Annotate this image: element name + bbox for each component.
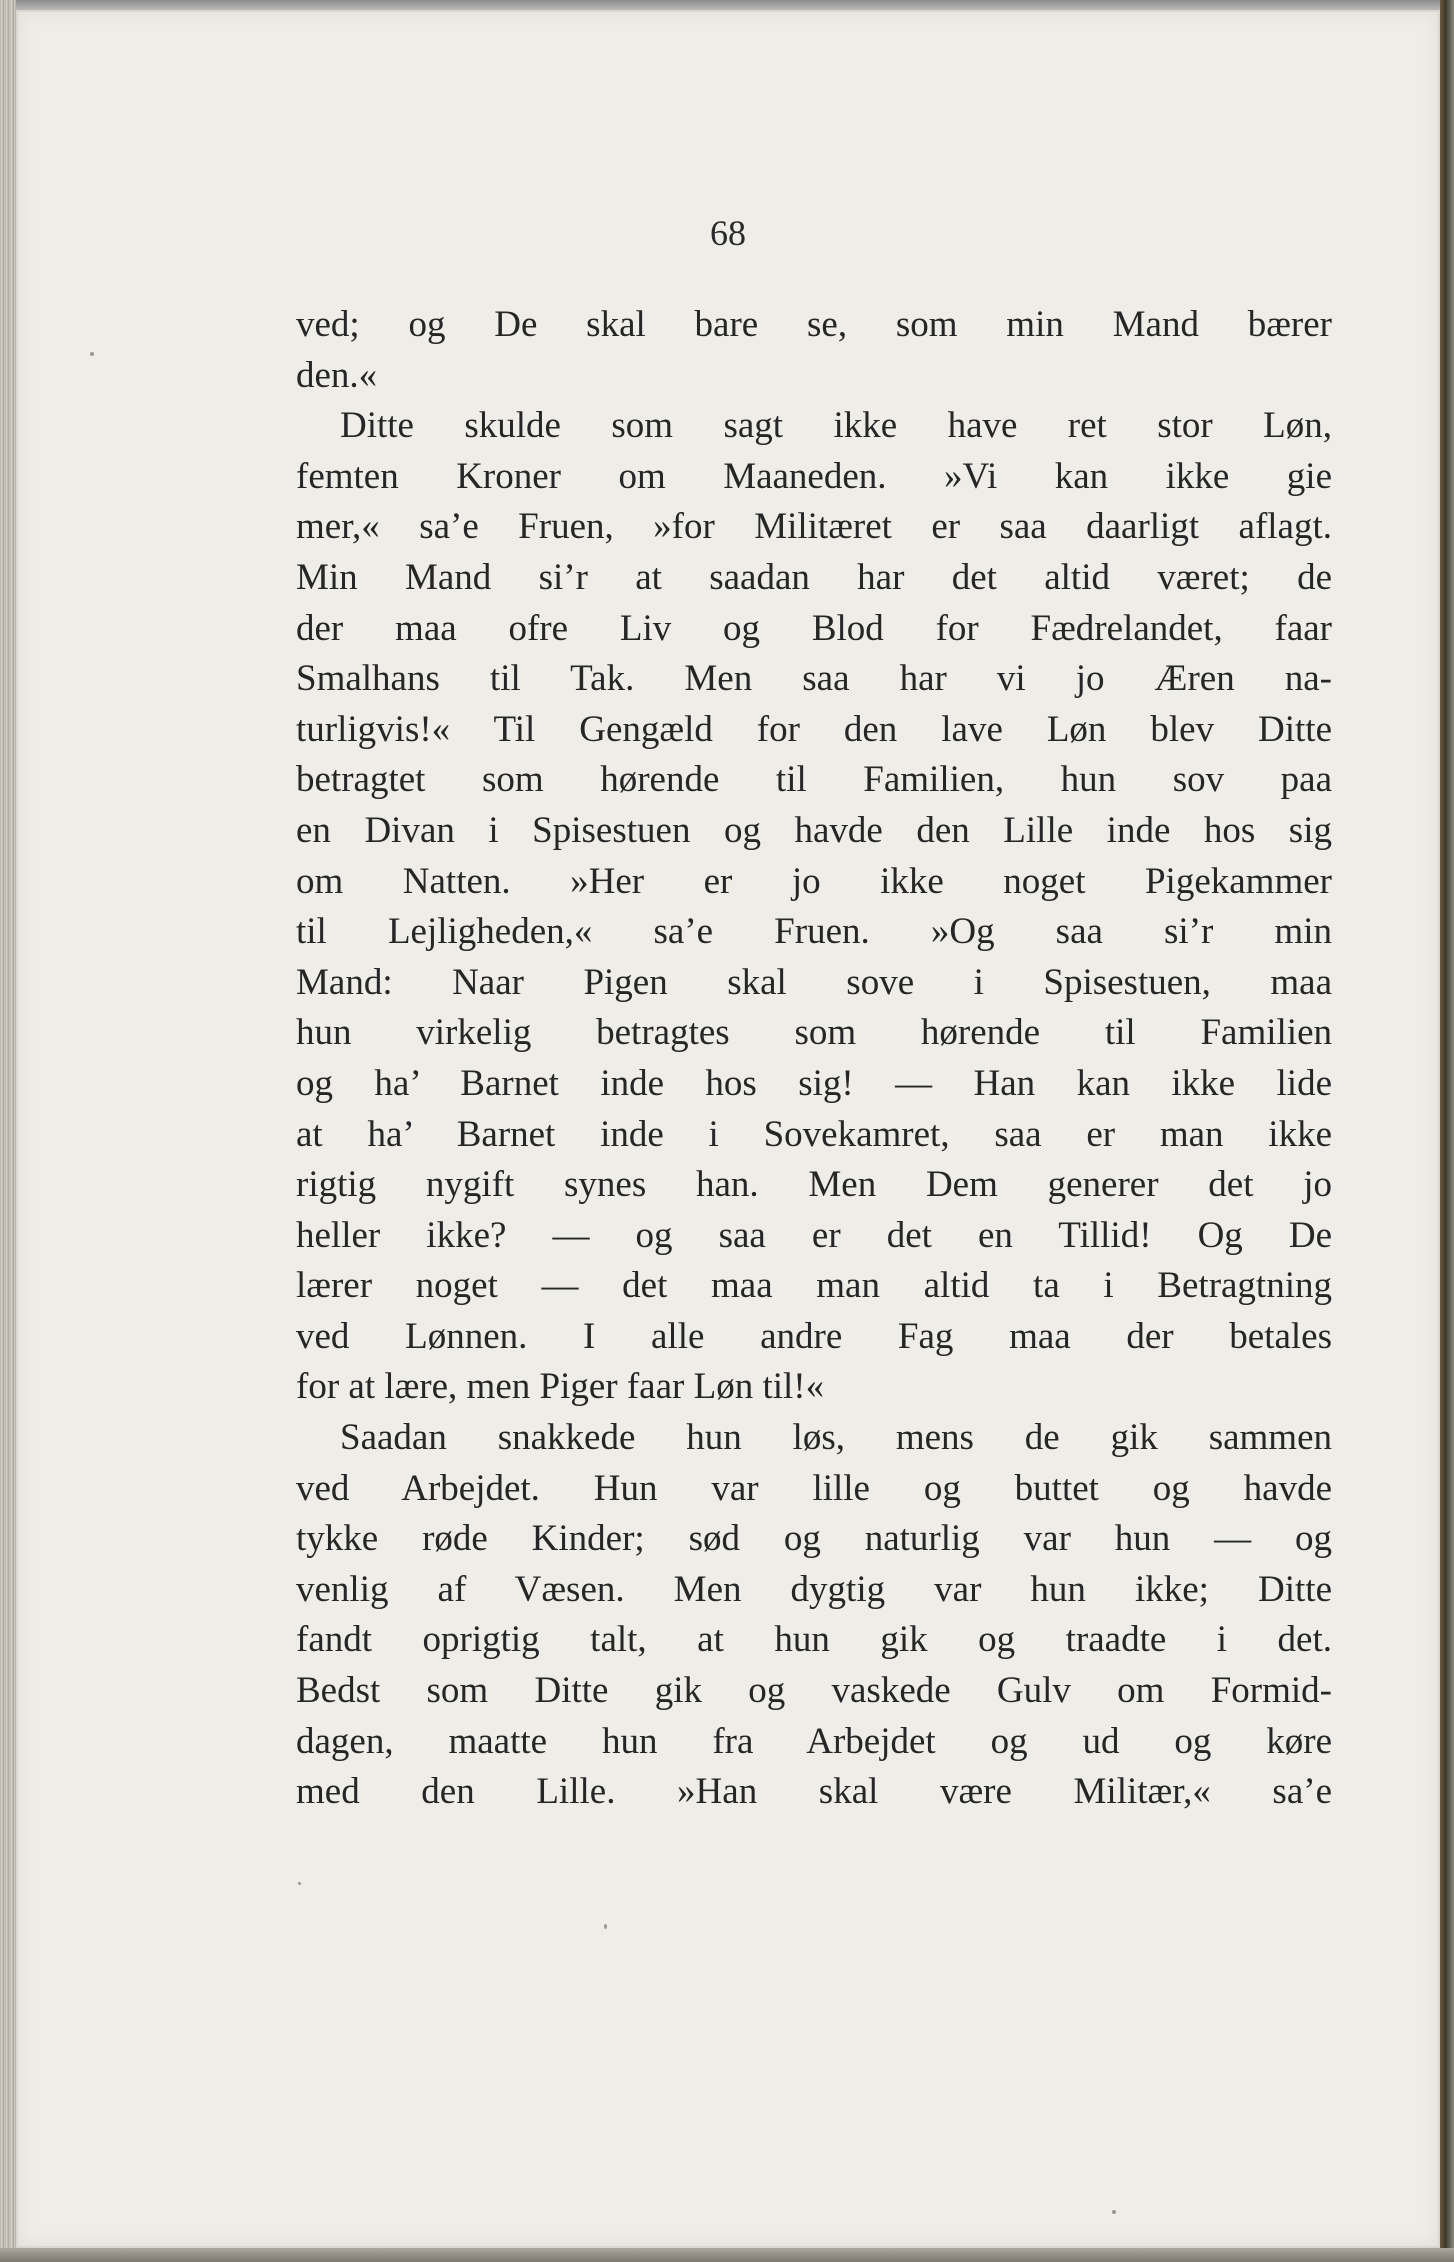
text-line: ved; og De skal bare se, som min Mand bærer [296,304,1332,345]
text-line: venlig af Væsen. Men dygtig var hun ikke; Ditte [296,1568,1332,1610]
text-line: Smalhans til Tak. Men saa har vi jo Æren na- [296,658,1332,700]
text-line: Bedst som Ditte gik og vaskede Gulv om Formid- [296,1670,1332,1712]
text-line: tykke røde Kinder; sød og naturlig var hun — og [296,1518,1332,1560]
paper-speck [1112,2210,1116,2214]
scan-bottom-edge [0,2248,1454,2262]
book-cover-edge [1440,0,1454,2262]
text-line: ved Arbejdet. Hun var lille og buttet og havde [296,1467,1332,1509]
body-text [296,300,1332,1818]
text-line: om Natten. »Her er jo ikke noget Pigekammer [296,860,1332,902]
text-line: Saadan snakkede hun løs, mens de gik sammen [340,1417,1332,1459]
paper-speck [90,352,94,356]
text-line: Mand: Naar Pigen skal sove i Spisestuen, maa [296,961,1332,1003]
text-line: at ha’ Barnet inde i Sovekamret, saa er man ikke [296,1113,1332,1155]
text-line: lærer noget — det maa man altid ta i Betragtning [296,1265,1332,1307]
text-line: den.« [296,354,378,396]
text-line: mer,« sa’e Fruen, »for Militæret er saa daarligt aflagt. [296,506,1332,548]
text-line: og ha’ Barnet inde hos sig! — Han kan ikke lide [296,1062,1332,1104]
page-number: 68 [710,213,746,253]
text-line: ved Lønnen. I alle andre Fag maa der betales [296,1315,1332,1357]
text-line: Min Mand si’r at saadan har det altid været; de [296,556,1332,598]
text-line: hun virkelig betragtes som hørende til Familien [296,1012,1332,1054]
text-line: med den Lille. »Han skal være Militær,« sa’e [296,1771,1332,1813]
book-page [18,12,1438,2246]
text-line: rigtig nygift synes han. Men Dem generer det jo [296,1164,1332,1206]
text-line: heller ikke? — og saa er det en Tillid! Og De [296,1214,1332,1256]
text-line: fandt oprigtig talt, at hun gik og traadte i det. [296,1619,1332,1661]
text-line: dagen, maatte hun fra Arbejdet og ud og køre [296,1720,1332,1762]
paper-speck [298,1882,301,1885]
text-line: til Lejligheden,« sa’e Fruen. »Og saa si’r min [296,911,1332,953]
text-line: for at lære, men Piger faar Løn til!« [296,1366,825,1408]
text-line: femten Kroner om Maaneden. »Vi kan ikke gie [296,455,1332,497]
text-line: en Divan i Spisestuen og havde den Lille inde hos sig [296,809,1332,851]
text-line: turligvis!« Til Gengæld for den lave Løn blev Ditte [296,708,1332,750]
text-line: der maa ofre Liv og Blod for Fædrelandet, faar [296,607,1332,649]
paper-speck [604,1924,607,1929]
book-spine-edge [0,0,16,2262]
scan-top-edge [0,0,1454,10]
text-line: betragtet som hørende til Familien, hun sov paa [296,759,1332,801]
text-line: Ditte skulde som sagt ikke have ret stor Løn, [340,405,1332,447]
